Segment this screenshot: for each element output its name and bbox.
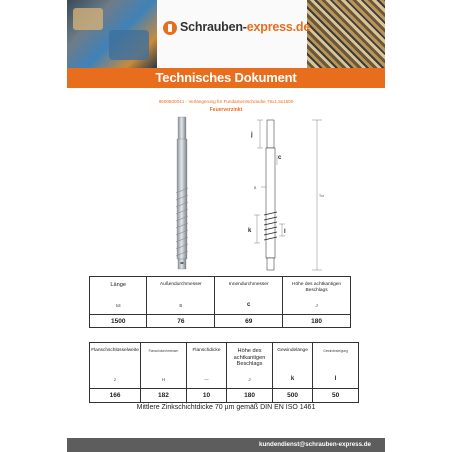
zinc-coating-note: Mittlere Zinkschichtdicke 70 µm gemäß DIN EN ISO 1461 bbox=[136, 404, 316, 411]
header-photo-screws bbox=[307, 0, 385, 68]
brand-logo[interactable] bbox=[163, 20, 311, 42]
table-value-cell: 500 bbox=[272, 389, 312, 403]
table-header-cell: Innendurchmesser c bbox=[215, 277, 283, 315]
table-value-cell: 76 bbox=[147, 315, 215, 328]
table-value-cell: 50 bbox=[313, 389, 359, 403]
dim-c-label: c bbox=[278, 155, 282, 161]
table-value-cell: 180 bbox=[227, 389, 273, 403]
table-value-cell: 180 bbox=[283, 315, 351, 328]
dim-j-label: j bbox=[251, 132, 253, 138]
finish-label: Feuerverzinkt bbox=[209, 107, 243, 113]
page-title: Technisches Dokument bbox=[67, 68, 385, 88]
table-value-cell: 69 bbox=[215, 315, 283, 328]
table-value-cell: 166 bbox=[90, 389, 141, 403]
table-value-cell: 182 bbox=[141, 389, 187, 403]
table-header-cell: Gewindesteigung l bbox=[313, 343, 359, 389]
logo-text: Schrauben-express.de bbox=[180, 20, 311, 34]
table-value-cell: 10 bbox=[186, 389, 226, 403]
table-header-cell: Höhe des achtkantigen Beschlags J bbox=[227, 343, 273, 389]
product-subtitle: 9500500041 - Verlängerung für Fundamentschraube 76x1,5x1500 bbox=[158, 99, 294, 104]
product-drawing-side bbox=[167, 115, 197, 275]
table-header-cell: Flanschdicke — bbox=[186, 343, 226, 389]
table-header-cell: Außendurchmesser B bbox=[147, 277, 215, 315]
dim-length-label: Tot bbox=[319, 194, 324, 198]
document-page bbox=[67, 0, 385, 452]
table-header-cell: Flanschdurchmesser H bbox=[141, 343, 187, 389]
screw-logo-icon bbox=[163, 21, 177, 35]
photo-detail bbox=[109, 30, 149, 60]
table-header-cell: Höhe des achtkantigen Beschlags J bbox=[283, 277, 351, 315]
photo-detail bbox=[73, 8, 103, 30]
header-banner bbox=[67, 0, 385, 68]
technical-drawing bbox=[237, 115, 357, 275]
dimensions-table-1 bbox=[89, 276, 351, 328]
footer-bar bbox=[67, 438, 385, 452]
table-header-cell: Flanschschlüsselweite z bbox=[90, 343, 141, 389]
table-value-cell: 1500 bbox=[90, 315, 147, 328]
table-header-cell: Länge tot bbox=[90, 277, 147, 315]
support-email-link[interactable]: kundendienst@schrauben-express.de bbox=[259, 441, 371, 448]
table-header-cell: Gewindelänge k bbox=[272, 343, 312, 389]
dim-b-label: B bbox=[254, 186, 257, 190]
dim-l-label: l bbox=[284, 229, 286, 235]
header-photo-tools bbox=[67, 0, 157, 68]
dim-k-label: k bbox=[248, 228, 252, 234]
dimensions-table-2 bbox=[89, 342, 359, 403]
